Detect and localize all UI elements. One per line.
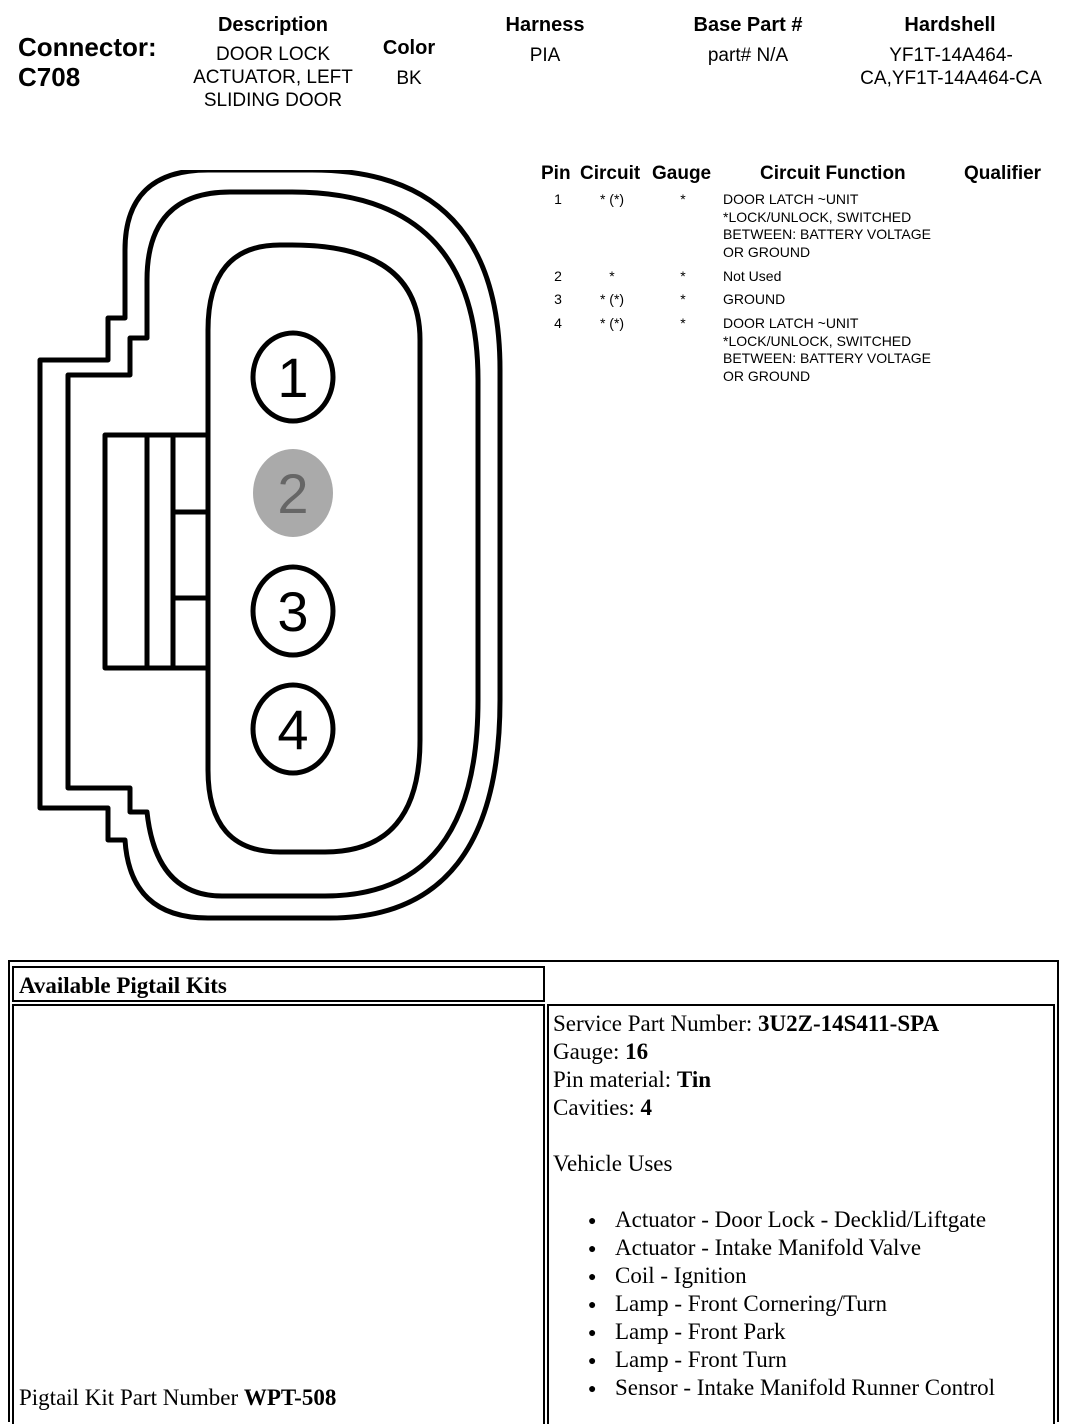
pin-function: Not Used — [723, 268, 782, 284]
service-part-value: 3U2Z-14S411-SPA — [758, 1011, 940, 1036]
pin-material-line — [553, 1066, 1053, 1094]
circuit-function-header: Circuit Function — [760, 163, 906, 184]
pin-cavity-label: 4 — [277, 698, 309, 761]
pin-gauge: * — [680, 315, 686, 331]
pin-circuit: * (*) — [599, 191, 625, 207]
pin-function: GROUND — [723, 291, 786, 307]
pin-circuit: * — [609, 268, 615, 284]
pin-number: 1 — [554, 191, 562, 207]
pigtail-kit-number — [19, 1384, 336, 1412]
connector-face-diagram — [0, 170, 520, 940]
list-item: ● Lamp - Front Cornering/Turn — [615, 1290, 1053, 1318]
color-value: BK — [396, 68, 422, 89]
list-item: ● Coil - Ignition — [615, 1262, 1053, 1290]
pin-gauge: * — [680, 291, 686, 307]
connector-label: Connector: — [18, 32, 157, 62]
color-label: Color — [382, 37, 436, 59]
hardshell-label: Hardshell — [904, 14, 996, 36]
harness-value: PIA — [529, 45, 561, 66]
pin-material-value: Tin — [676, 1067, 712, 1092]
base-part-value: part# N/A — [707, 45, 789, 66]
base-part-label: Base Part # — [693, 14, 803, 36]
pin-circuit: * (*) — [599, 315, 625, 331]
list-item: ● Lamp - Front Turn — [615, 1346, 1053, 1374]
connector-latch — [105, 435, 208, 668]
pin-cavity-label: 2 — [277, 462, 309, 525]
pin-function: DOOR LATCH ~UNIT *LOCK/UNLOCK, SWITCHED BETWEEN: BATTERY VOLTAGE OR GROUND — [723, 315, 931, 384]
pin-number: 3 — [554, 291, 562, 307]
gauge-line — [553, 1038, 1053, 1066]
list-item: ● Lamp - Front Park — [615, 1318, 1053, 1346]
service-part-line — [553, 1010, 1053, 1038]
pigtail-details — [553, 1010, 1053, 1402]
pin-number: 2 — [554, 268, 562, 284]
connector-id: C708 — [18, 62, 81, 92]
qualifier-header: Qualifier — [964, 163, 1042, 184]
connector-title — [18, 32, 178, 92]
pin-circuit: * (*) — [599, 291, 625, 307]
pin-number: 4 — [554, 315, 562, 331]
pin-header: Pin — [541, 163, 571, 184]
pigtail-details-cell — [547, 1004, 1055, 1424]
pigtail-kit-label: Pigtail Kit Part Number — [19, 1385, 239, 1410]
list-item: ● Actuator - Door Lock - Decklid/Liftgate — [615, 1206, 1053, 1234]
pigtail-title: Available Pigtail Kits — [19, 973, 227, 998]
pin-gauge: * — [680, 191, 686, 207]
pigtail-kit-cell — [12, 1004, 545, 1424]
connector-inner-shell — [68, 192, 478, 896]
description-value: DOOR LOCK ACTUATOR, LEFT SLIDING DOOR — [193, 44, 353, 111]
pin-cavity-label: 3 — [277, 580, 309, 643]
gauge-header: Gauge — [652, 163, 712, 184]
pigtail-kit-value: WPT-508 — [243, 1385, 337, 1410]
hardshell-value: YF1T-14A464-CA,YF1T-14A464-CA — [860, 45, 1042, 89]
connector-outer-shell — [40, 170, 500, 918]
vehicle-uses-list — [553, 1206, 1053, 1402]
list-item: ● Sensor - Intake Manifold Runner Control — [615, 1374, 1053, 1402]
cavities-value: 4 — [640, 1095, 653, 1120]
gauge-value: 16 — [625, 1039, 649, 1064]
list-item: ● Actuator - Intake Manifold Valve — [615, 1234, 1053, 1262]
harness-label: Harness — [505, 14, 585, 36]
pin-gauge: * — [680, 268, 686, 284]
cavities-label: Cavities: — [553, 1095, 635, 1120]
gauge-label: Gauge: — [553, 1039, 620, 1064]
pigtail-title-cell — [12, 966, 545, 1002]
service-part-label: Service Part Number: — [553, 1011, 753, 1036]
pin-material-label: Pin material: — [553, 1067, 672, 1092]
pin-cavity-label: 1 — [277, 346, 309, 409]
cavities-line — [553, 1094, 1053, 1122]
pin-function: DOOR LATCH ~UNIT *LOCK/UNLOCK, SWITCHED BETWEEN: BATTERY VOLTAGE OR GROUND — [723, 191, 931, 260]
circuit-header: Circuit — [580, 163, 641, 184]
description-label: Description — [217, 14, 329, 36]
vehicle-uses-label: Vehicle Uses — [553, 1151, 673, 1176]
